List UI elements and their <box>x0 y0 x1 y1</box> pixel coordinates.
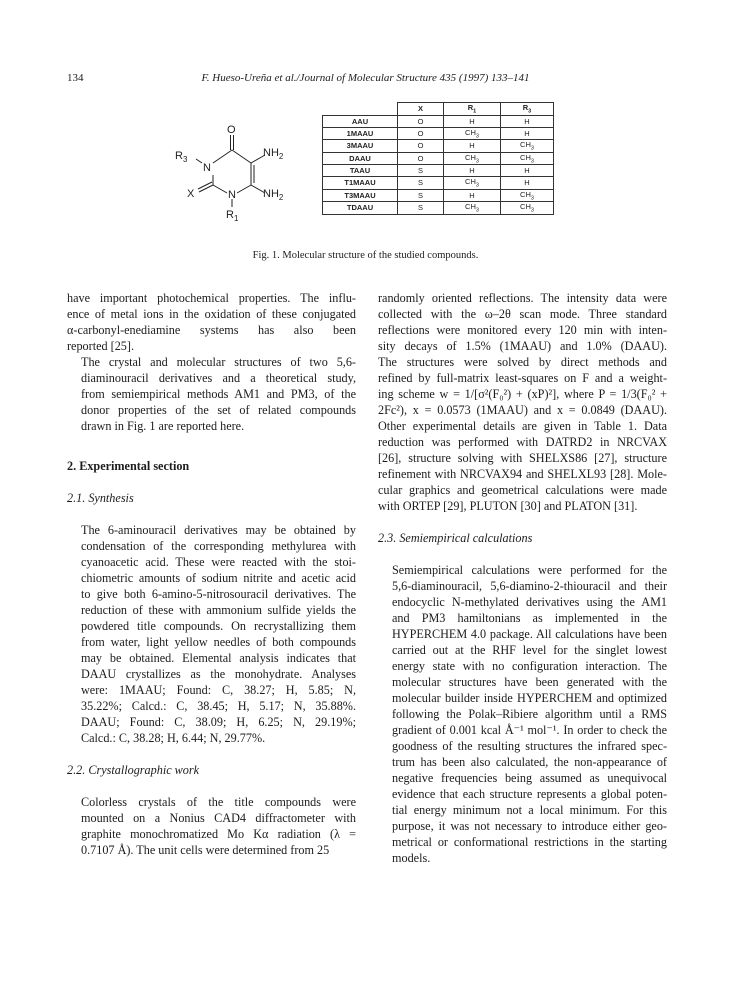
text-line: DAAU crystallizes as the monohydrate. Analyses <box>81 667 356 681</box>
text-line: The crystal and molecular structures of two 5,6- <box>81 355 356 369</box>
table-cell: S <box>398 165 444 177</box>
table-cell: O <box>398 115 444 127</box>
table-cell: $CH_3$ <box>444 177 501 190</box>
intro-paragraph-1 <box>67 290 356 354</box>
intro-paragraph-2 <box>67 354 356 434</box>
crystallographic-paragraph-continued <box>378 290 667 514</box>
subsection-heading-crystallographic: 2.2. Crystallographic work <box>67 763 200 777</box>
text-line: carried out at the RHF level for the singlet lowest <box>392 643 667 657</box>
text-line: evidence that each structure represents a global poten- <box>392 787 667 801</box>
text-line: cular graphics and geometrical calculations were made <box>378 483 667 497</box>
subsection-heading-synthesis: 2.1. Synthesis <box>67 491 134 505</box>
table-cell: $CH_3$ <box>501 202 554 215</box>
table-row <box>323 165 554 177</box>
text-line: graphite monochromatized Mo Kα radiation (λ = <box>81 827 356 841</box>
text-line: to give both 6-amino-5-nitrosouracil derivatives. The <box>81 587 356 601</box>
text-line: molecular structures have been generated with the <box>392 675 667 689</box>
running-head: F. Hueso-Ureña et al./Journal of Molecular Structure 435 (1997) 133–141 <box>201 72 530 84</box>
n1-label: N <box>228 189 236 201</box>
text-line: purpose, it was not necessary to introduce either geo- <box>392 819 667 833</box>
table-header-row <box>323 103 554 116</box>
compound-name-cell: TDAAU <box>323 202 398 215</box>
text-line: metrical or conformational restrictions in the starting <box>392 835 667 849</box>
table-row <box>323 177 554 190</box>
text-line: have important photochemical properties. The influ- <box>67 291 356 305</box>
text-line: from semiempirical methods AM1 and PM3, of the <box>81 387 356 401</box>
table-row <box>323 152 554 165</box>
text-line: DAAU; Found: C, 38.09; H, 6.25; N, 29.19%; <box>81 715 356 729</box>
text-line: [26], structure solving with SHELXS86 [27], structure <box>378 451 667 465</box>
text-line: models. <box>392 851 431 865</box>
col-header-r1: $R_1$ <box>444 103 501 116</box>
text-line: goodness of the resulting structures the infrared spec- <box>392 739 667 753</box>
table-cell: H <box>444 140 501 153</box>
text-line: condensation of the corresponding methylurea with <box>81 539 356 553</box>
table-cell: S <box>398 189 444 202</box>
compound-name-cell: TAAU <box>323 165 398 177</box>
page-number: 134 <box>67 72 84 84</box>
text-line: with ORTEP [29], PLUTON [30] and PLATON [31]. <box>378 499 638 513</box>
table-cell: H <box>444 115 501 127</box>
compound-name-cell: 1MAAU <box>323 127 398 140</box>
text-line: gradient of 0.001 kcal Å⁻¹ mol⁻¹. In order to check the <box>392 723 667 737</box>
table-cell: $CH_3$ <box>444 127 501 140</box>
n3-label: N <box>203 162 211 174</box>
table-cell: O <box>398 152 444 165</box>
x-label: X <box>187 188 195 200</box>
text-line: α-carbonyl-enediamine systems has also been <box>67 323 356 337</box>
nh2-top-label: $NH_2$ <box>263 147 284 161</box>
compound-name-cell: T3MAAU <box>323 189 398 202</box>
table-cell: H <box>501 115 554 127</box>
text-line: negative frequencies being assumed as unequivocal <box>392 771 667 785</box>
text-line: may be obtained. Elemental analysis indicates that <box>81 651 356 665</box>
text-line: 35.22%; Calcd.: C, 38.45; H, 5.17; N, 35.88%. <box>81 699 356 713</box>
table-cell: H <box>501 165 554 177</box>
section-heading-experimental: 2. Experimental section <box>67 459 190 473</box>
text-line: The structures were solved by direct methods and <box>378 355 667 369</box>
table-cell: H <box>501 127 554 140</box>
table-cell: O <box>398 127 444 140</box>
text-line: collected with the ω–2θ scan mode. Three standard <box>378 307 667 321</box>
text-line: Semiempirical calculations were performed for the <box>392 563 667 577</box>
table-cell: S <box>398 177 444 190</box>
text-line: donor properties of the set of related compounds <box>81 403 356 417</box>
text-line: powdered title compounds. On recrystallizing them <box>81 619 356 633</box>
col-header-x: X <box>398 103 444 116</box>
compound-name-cell: AAU <box>323 115 398 127</box>
text-line: diaminouracil derivatives and a theoretical study, <box>81 371 356 385</box>
text-line: sity decays of 1.5% (1MAAU) and 1.0% (DAAU). <box>378 339 667 353</box>
table-cell: H <box>444 189 501 202</box>
table-row <box>323 140 554 153</box>
synthesis-paragraph <box>67 522 356 746</box>
table-cell: $CH_3$ <box>501 189 554 202</box>
text-line: drawn in Fig. 1 are reported here. <box>81 419 245 433</box>
text-line: ence of metal ions in the oxidation of these conjugated <box>67 307 356 321</box>
right-column <box>378 290 667 866</box>
text-line: from water, light yellow needles of both compounds <box>81 635 356 649</box>
text-line: endocyclic N-methylated derivatives using the AM1 <box>392 595 667 609</box>
compound-table <box>322 102 554 215</box>
text-line: were: 1MAAU; Found: C, 38.27; H, 5.85; N, <box>81 683 356 697</box>
text-line: refined by full-matrix least-squares on F and a weight- <box>378 371 667 385</box>
text-line: refinement with NRCVAX94 and SHELXL93 [28]. Mole- <box>378 467 667 481</box>
text-line: reduction was performed with DATRD2 in NRCVAX <box>378 435 667 449</box>
table-cell: $CH_3$ <box>444 202 501 215</box>
text-line: Other experimental details are given in Table 1. Data <box>378 419 667 433</box>
text-line: reported [25]. <box>67 339 135 353</box>
table-cell: $CH_3$ <box>501 152 554 165</box>
text-line: energy state with no configuration interaction. The <box>392 659 667 673</box>
text-line: randomly oriented reflections. The intensity data were <box>378 291 667 305</box>
text-line: reflections were monitored every 120 min with inten- <box>378 323 667 337</box>
text-line: reduction of these with ammonium sulfide yields the <box>81 603 356 617</box>
text-line: 2Fc²), x = 0.0573 (1MAAU) and x = 0.0849 (DAAU). <box>378 403 667 417</box>
table-cell: $CH_3$ <box>501 140 554 153</box>
table-row <box>323 127 554 140</box>
table-cell: S <box>398 202 444 215</box>
text-line: 0.7107 Å). The unit cells were determined from 25 <box>81 843 330 857</box>
text-line: The 6-aminouracil derivatives may be obtained by <box>81 523 356 537</box>
text-line: Colorless crystals of the title compounds were <box>81 795 356 809</box>
table-row <box>323 115 554 127</box>
subsection-heading-semiempirical: 2.3. Semiempirical calculations <box>378 531 533 545</box>
uracil-structure-diagram <box>175 125 290 235</box>
text-line: trum has been also calculated, the non-appearance of <box>392 755 667 769</box>
r3-label: $R_3$ <box>175 150 188 164</box>
oxygen-label: O <box>227 125 236 136</box>
text-line: following the Polak–Ribiere algorithm until a RMS <box>392 707 667 721</box>
nh2-bottom-label: $NH_2$ <box>263 188 284 202</box>
r1-label: $R_1$ <box>226 209 239 223</box>
text-line: cyanoacetic acid. These were reacted with the stoi- <box>81 555 356 569</box>
text-line: tial energy minimum not a local minimum. For this <box>392 803 667 817</box>
text-line: Calcd.: C, 38.28; H, 6.44; N, 29.77%. <box>81 731 266 745</box>
text-line: molecular builder inside HYPERCHEM and optimized <box>392 691 667 705</box>
table-row <box>323 189 554 202</box>
compound-name-cell: DAAU <box>323 152 398 165</box>
figure-caption: Fig. 1. Molecular structure of the studied compounds. <box>252 250 479 261</box>
semiempirical-paragraph <box>378 562 667 866</box>
text-line: ing scheme w = 1/[σ²(F₀²) + (xP)²], where P = 1/3(F₀² + <box>378 387 667 401</box>
table-cell: $CH_3$ <box>444 152 501 165</box>
text-line: chiometric amounts of sodium nitrite and acetic acid <box>81 571 356 585</box>
table-corner <box>323 103 398 116</box>
table-cell: H <box>501 177 554 190</box>
text-line: HYPERCHEM 4.0 package. All calculations have been <box>392 627 667 641</box>
text-line: 5,6-diaminouracil, 5,6-diamino-2-thiouracil and their <box>392 579 667 593</box>
crystallographic-paragraph <box>67 794 356 858</box>
col-header-r3: $R_3$ <box>501 103 554 116</box>
text-line: and PM3 hamiltonians as implemented in the <box>392 611 667 625</box>
compound-name-cell: T1MAAU <box>323 177 398 190</box>
left-column <box>67 290 356 858</box>
text-line: mounted on a Nonius CAD4 diffractometer with <box>81 811 356 825</box>
compound-name-cell: 3MAAU <box>323 140 398 153</box>
table-row <box>323 202 554 215</box>
table-cell: H <box>444 165 501 177</box>
table-cell: O <box>398 140 444 153</box>
